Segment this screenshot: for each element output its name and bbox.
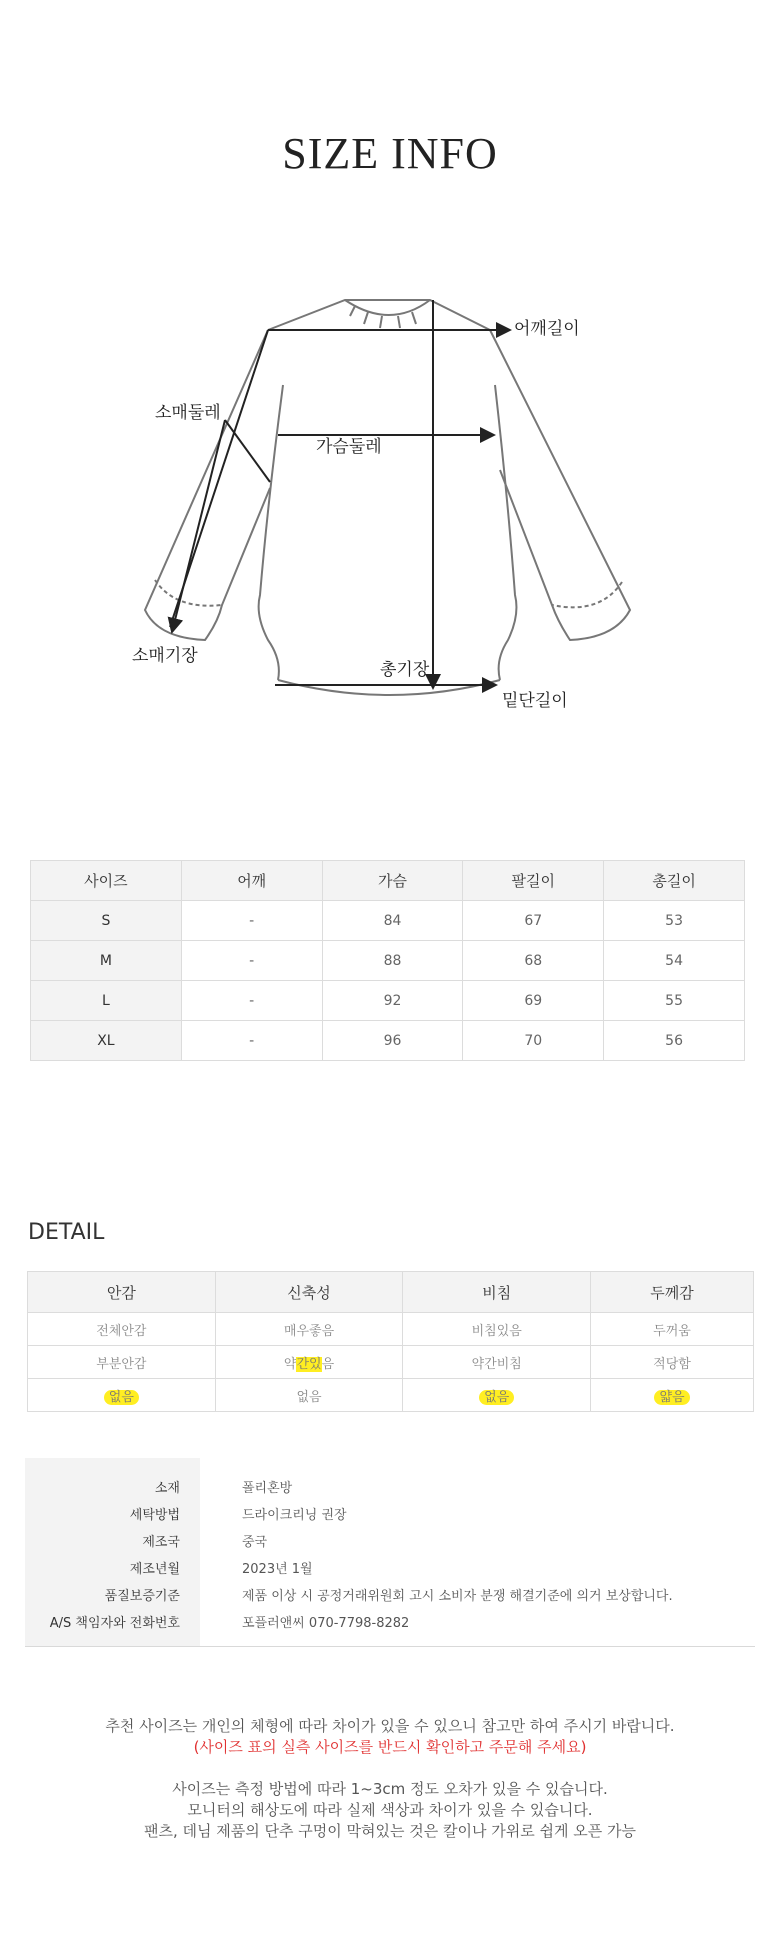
label-sleeve-length: 소매기장 [132, 646, 198, 666]
table-cell: 55 [604, 981, 745, 1021]
info-label: 품질보증기준 [104, 1589, 180, 1604]
product-info [25, 1458, 755, 1647]
size-label: S [31, 901, 182, 941]
label-shoulder: 어깨길이 [514, 319, 580, 339]
note-line: 팬츠, 데님 제품의 단추 구멍이 막혀있는 것은 칼이나 가위로 쉽게 오픈 가능 [144, 1822, 636, 1840]
info-row [25, 1499, 755, 1526]
info-value: 드라이크리닝 권장 [242, 1508, 347, 1523]
table-cell: 70 [463, 1021, 604, 1061]
size-notes [0, 1716, 780, 1842]
size-table-header [31, 861, 745, 901]
size-diagram [0, 270, 780, 730]
table-cell-selected [591, 1379, 754, 1412]
header-transparency: 비침 [403, 1272, 591, 1313]
info-row [25, 1607, 755, 1634]
table-cell: - [181, 1021, 322, 1061]
table-cell: 비침있음 [403, 1313, 591, 1346]
header-shoulder: 어깨 [181, 861, 322, 901]
info-label: 제조국 [142, 1535, 180, 1550]
table-cell: 부분안감 [28, 1346, 216, 1379]
note-spacer [0, 1758, 780, 1779]
table-cell: 없음 [215, 1379, 403, 1412]
table-row [31, 941, 745, 981]
info-row [25, 1472, 755, 1499]
table-row [31, 901, 745, 941]
table-cell: 적당함 [591, 1346, 754, 1379]
info-value: 중국 [242, 1535, 268, 1550]
header-lining: 안감 [28, 1272, 216, 1313]
selected-value-transparency: 없음 [479, 1390, 514, 1405]
table-row [28, 1379, 754, 1412]
table-cell: 68 [463, 941, 604, 981]
label-hem-length: 밑단길이 [502, 691, 568, 711]
table-cell: 두꺼움 [591, 1313, 754, 1346]
table-row [31, 1021, 745, 1061]
table-cell-selected [28, 1379, 216, 1412]
table-cell: 84 [322, 901, 463, 941]
table-row [28, 1346, 754, 1379]
table-cell: 매우좋음 [215, 1313, 403, 1346]
info-row [25, 1526, 755, 1553]
table-cell: 약간비침 [403, 1346, 591, 1379]
table-cell: 67 [463, 901, 604, 941]
table-cell: 88 [322, 941, 463, 981]
info-row [25, 1580, 755, 1607]
table-row [28, 1313, 754, 1346]
note-line: 사이즈는 측정 방법에 따라 1~3cm 정도 오차가 있을 수 있습니다. [172, 1780, 608, 1798]
selected-value-thickness: 얇음 [654, 1390, 689, 1405]
table-cell: 전체안감 [28, 1313, 216, 1346]
selected-value-lining: 없음 [104, 1390, 139, 1405]
table-cell-selected [215, 1346, 403, 1379]
label-chest-circumference: 가슴둘레 [316, 437, 382, 457]
table-cell: - [181, 981, 322, 1021]
header-total-length: 총길이 [604, 861, 745, 901]
info-value: 폴리혼방 [242, 1481, 293, 1496]
size-label: L [31, 981, 182, 1021]
header-thickness: 두께감 [591, 1272, 754, 1313]
header-size: 사이즈 [31, 861, 182, 901]
info-value: 2023년 1월 [242, 1562, 313, 1577]
table-cell: 54 [604, 941, 745, 981]
info-value: 제품 이상 시 공정거래위원회 고시 소비자 분쟁 해결기준에 의거 보상합니다. [242, 1589, 673, 1604]
info-label: 소재 [154, 1481, 180, 1496]
label-total-length: 총기장 [380, 660, 430, 680]
table-cell: - [181, 901, 322, 941]
detail-title: DETAIL [28, 1220, 105, 1245]
note-warning: (사이즈 표의 실측 사이즈를 반드시 확인하고 주문해 주세요) [193, 1738, 587, 1756]
table-row [31, 981, 745, 1021]
header-elasticity: 신축성 [215, 1272, 403, 1313]
table-cell: 96 [322, 1021, 463, 1061]
table-cell: - [181, 941, 322, 981]
table-cell: 69 [463, 981, 604, 1021]
note-line: 모니터의 해상도에 따라 실제 색상과 차이가 있을 수 있습니다. [187, 1801, 593, 1819]
note-line: 추천 사이즈는 개인의 체형에 따라 차이가 있을 수 있으니 참고만 하여 주시기 바랍니다. [105, 1717, 675, 1735]
header-chest: 가슴 [322, 861, 463, 901]
size-label: M [31, 941, 182, 981]
size-label: XL [31, 1021, 182, 1061]
selected-value-elasticity: 약간있음 [283, 1356, 335, 1372]
table-cell: 56 [604, 1021, 745, 1061]
header-arm-length: 팔길이 [463, 861, 604, 901]
table-cell: 92 [322, 981, 463, 1021]
info-label: A/S 책임자와 전화번호 [49, 1616, 180, 1631]
detail-header [28, 1272, 754, 1313]
table-cell: 53 [604, 901, 745, 941]
info-value: 포플러앤씨 070-7798-8282 [242, 1616, 410, 1631]
info-label: 제조년월 [129, 1562, 180, 1577]
info-row [25, 1553, 755, 1580]
detail-table [27, 1271, 754, 1412]
page-title: SIZE INFO [282, 129, 498, 178]
info-label: 세탁방법 [129, 1508, 180, 1523]
size-table [30, 860, 745, 1061]
label-sleeve-circumference: 소매둘레 [155, 403, 221, 423]
table-cell-selected [403, 1379, 591, 1412]
